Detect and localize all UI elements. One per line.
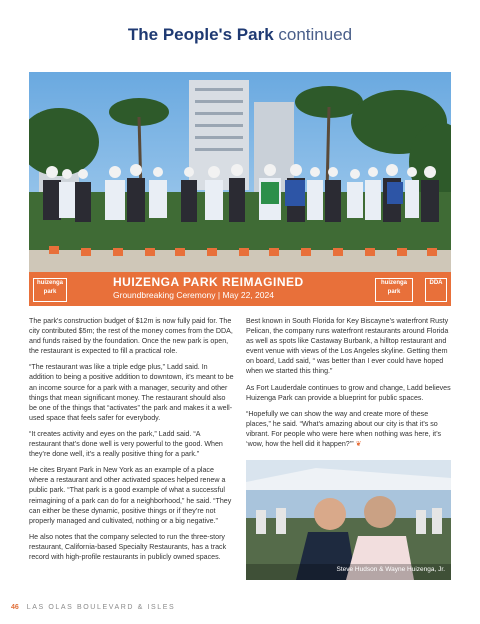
article-paragraph: He cites Bryant Park in New York as an example of a place where a restaurant and other activated spaces helped renew a public park. “That park is a good example of what a successful reimagining of a park can do for a neighborhood,” he said. “They can either be these dynamic, positive things or if they’re not properly managed and cultivated, nothing or a big negative.”: [29, 466, 232, 525]
article-paragraph: “The restaurant was like a triple edge plus,” Ladd said. In addition to being a positive addition to downtown, it’s meant to be an income source for a park with a manager, security and other things that mean significant money. The restaurant should also be one of the things that “activates” the park and makes it a well-used space that feels safer for everybody.: [29, 363, 234, 422]
page-number: 46: [11, 604, 19, 611]
page-title-continued: continued: [278, 25, 353, 44]
end-mark-icon: ❦: [355, 440, 362, 449]
article-paragraph: The park's construction budget of $12m is now fully paid for. The city contributed $5m; the rest of the money comes from the DDA, and funds raised by the foundation. Once the new park is open, the restaurant is expected to fill a practical role.: [29, 317, 233, 356]
article-left-column: [29, 316, 234, 568]
article-paragraph: “It creates activity and eyes on the park,” Ladd said. “A restaurant that’s done well is very powerful to the good. When they’re done well, it’s a really positive thing for a park.”: [29, 429, 223, 459]
portrait-photo: [246, 460, 451, 580]
groundbreaking-photo: [29, 72, 451, 306]
huizenga-park-logo-right: huizenga park: [375, 278, 413, 302]
article-paragraph: He also notes that the company selected to run the three-story restaurant, California-based Specialty Restaurants, has a track record with high-profile restaurants in publicly owned spaces.: [29, 532, 227, 561]
event-banner: [29, 272, 451, 306]
groundbreaking-photo-illustration: [29, 72, 451, 306]
article-paragraph: As Fort Lauderdale continues to grow and change, Ladd believes Huizenga Park can provide a blueprint for public spaces.: [246, 383, 451, 402]
page-title-bold: The People's Park: [127, 25, 274, 44]
huizenga-park-logo-left: huizenga park: [33, 278, 67, 302]
publication-name: LAS OLAS BOULEVARD & ISLES: [26, 604, 176, 611]
page-footer: [11, 603, 175, 613]
article-paragraph: Best known in South Florida for Key Biscayne’s waterfront Rusty Pelican, the company runs waterfront restaurants around Florida as well as spots like Castaway Burbank, a hilltop restaurant and event venue with views of the Los Angeles skyline. Getting them on board, Ladd said, “ was better than I ever could have hoped when we started this thing.”: [246, 317, 449, 376]
article-paragraph-last: [246, 409, 451, 449]
dda-logo: DDA: [425, 278, 447, 302]
article-paragraph-text: “Hopefully we can show the way and create more of these places,” he said. “What’s amazing about our city is that it’s so vibrant. For people who were here when nothing was here, it’s ‘wow, how the hell did it happen?’”: [246, 409, 442, 449]
photo-caption: Steve Hudson & Wayne Huizenga, Jr.: [336, 566, 445, 573]
page-title: [0, 24, 480, 46]
banner-subtitle: Groundbreaking Ceremony | May 22, 2024: [113, 290, 274, 300]
article-right-column: [246, 316, 451, 455]
banner-title: HUIZENGA PARK REIMAGINED: [113, 275, 304, 289]
portrait-photo-illustration: [246, 460, 451, 580]
